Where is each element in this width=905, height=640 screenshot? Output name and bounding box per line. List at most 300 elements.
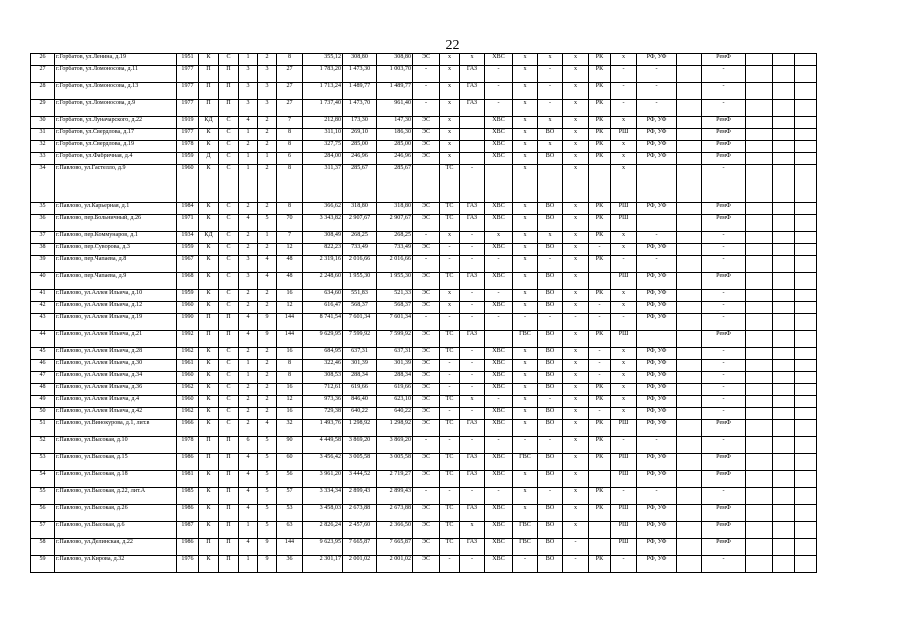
- cell-t: С: [219, 360, 239, 372]
- cell-empty: [773, 372, 795, 384]
- cell-m: К: [199, 360, 219, 372]
- cell-year: 1960: [177, 165, 199, 203]
- cell-k: 12: [277, 244, 303, 256]
- cell-n: 34: [31, 165, 55, 203]
- cell-empty: [795, 384, 817, 396]
- cell-k: 7: [277, 232, 303, 244]
- cell-u5: ГВС: [513, 331, 538, 348]
- cell-year: 1971: [177, 215, 199, 232]
- cell-a1: 822,23: [303, 244, 343, 256]
- cell-u11: [677, 437, 702, 454]
- cell-addr: г.Павлово, ул.Аллея Ильича, д.28: [55, 348, 177, 360]
- cell-u4: -: [485, 488, 513, 505]
- cell-empty: [773, 556, 795, 573]
- cell-k: 53: [277, 505, 303, 522]
- cell-k: 8: [277, 54, 303, 66]
- cell-n: 45: [31, 348, 55, 360]
- cell-u12: -: [702, 372, 746, 384]
- cell-k: 27: [277, 83, 303, 100]
- cell-f: 2: [239, 420, 258, 437]
- cell-a2: 7 665,87: [343, 539, 377, 556]
- cell-u8: РК: [589, 129, 611, 141]
- cell-m: К: [199, 165, 219, 203]
- cell-u12: -: [702, 100, 746, 117]
- page-number: 22: [445, 38, 460, 53]
- cell-f: 4: [239, 539, 258, 556]
- cell-a1: 366,62: [303, 203, 343, 215]
- cell-m: К: [199, 505, 219, 522]
- cell-u12: -: [702, 66, 746, 83]
- cell-a3: 3 005,58: [377, 454, 413, 471]
- cell-u7: х: [563, 331, 589, 348]
- cell-empty: [795, 203, 817, 215]
- cell-m: К: [199, 408, 219, 420]
- cell-f: 4: [239, 488, 258, 505]
- cell-m: Д: [199, 153, 219, 165]
- cell-u6: ВО: [538, 522, 563, 539]
- cell-u3: ГАЗ: [460, 273, 485, 290]
- cell-u1: ЭС: [413, 117, 440, 129]
- cell-u8: [589, 273, 611, 290]
- cell-f: 3: [239, 66, 258, 83]
- cell-u1: ЭС: [413, 420, 440, 437]
- cell-year: 1976: [177, 556, 199, 573]
- cell-u11: [677, 83, 702, 100]
- cell-u5: х: [513, 83, 538, 100]
- cell-empty: [773, 54, 795, 66]
- cell-u7: х: [563, 165, 589, 203]
- cell-u4: -: [485, 100, 513, 117]
- cell-empty: [795, 408, 817, 420]
- cell-u4: -: [485, 83, 513, 100]
- cell-k: 8: [277, 141, 303, 153]
- cell-f: 2: [239, 396, 258, 408]
- cell-a2: 285,67: [343, 165, 377, 203]
- cell-t: С: [219, 117, 239, 129]
- cell-u9: РШ: [611, 203, 637, 215]
- cell-k: 48: [277, 256, 303, 273]
- cell-u11: [677, 396, 702, 408]
- cell-u11: [677, 384, 702, 396]
- cell-t: С: [219, 396, 239, 408]
- cell-u3: -: [460, 348, 485, 360]
- cell-m: К: [199, 129, 219, 141]
- cell-u3: ГАЗ: [460, 66, 485, 83]
- cell-empty: [746, 302, 773, 314]
- cell-u12: -: [702, 244, 746, 256]
- cell-f: 2: [239, 408, 258, 420]
- cell-a2: 269,10: [343, 129, 377, 141]
- cell-m: К: [199, 372, 219, 384]
- cell-u1: ЭС: [413, 244, 440, 256]
- cell-a1: 2 319,16: [303, 256, 343, 273]
- cell-m: К: [199, 420, 219, 437]
- cell-empty: [795, 437, 817, 454]
- cell-u5: х: [513, 273, 538, 290]
- cell-u9: х: [611, 302, 637, 314]
- cell-u5: х: [513, 384, 538, 396]
- cell-a2: 173,30: [343, 117, 377, 129]
- cell-u4: ХВС: [485, 203, 513, 215]
- cell-u11: [677, 153, 702, 165]
- cell-u4: -: [485, 66, 513, 83]
- cell-u10: РФ, УФ: [637, 290, 677, 302]
- cell-u4: -: [485, 396, 513, 408]
- table-row: [31, 203, 817, 215]
- cell-u10: РФ, УФ: [637, 348, 677, 360]
- cell-u2: -: [440, 314, 460, 331]
- cell-u10: РФ, УФ: [637, 141, 677, 153]
- cell-f: 2: [239, 203, 258, 215]
- cell-u4: ХВС: [485, 141, 513, 153]
- cell-m: К: [199, 244, 219, 256]
- cell-u2: ТС: [440, 539, 460, 556]
- cell-n: 35: [31, 203, 55, 215]
- cell-empty: [746, 141, 773, 153]
- cell-a2: 288,34: [343, 372, 377, 384]
- cell-u2: х: [440, 232, 460, 244]
- cell-u5: х: [513, 129, 538, 141]
- cell-empty: [746, 454, 773, 471]
- cell-n: 52: [31, 437, 55, 454]
- cell-f: 4: [239, 117, 258, 129]
- cell-f: 2: [239, 232, 258, 244]
- cell-u5: х: [513, 141, 538, 153]
- cell-u10: РФ, УФ: [637, 153, 677, 165]
- cell-u1: ЭС: [413, 141, 440, 153]
- cell-u5: х: [513, 396, 538, 408]
- cell-u4: -: [485, 437, 513, 454]
- cell-u4: ХВС: [485, 348, 513, 360]
- cell-u2: х: [440, 66, 460, 83]
- cell-n: 38: [31, 244, 55, 256]
- cell-empty: [773, 539, 795, 556]
- cell-u2: ТС: [440, 165, 460, 203]
- cell-u7: х: [563, 244, 589, 256]
- cell-k: 60: [277, 454, 303, 471]
- cell-m: КД: [199, 232, 219, 244]
- cell-u4: ХВС: [485, 408, 513, 420]
- table-row: [31, 471, 817, 488]
- cell-empty: [773, 437, 795, 454]
- cell-u6: ВО: [538, 360, 563, 372]
- cell-u2: х: [440, 290, 460, 302]
- cell-u1: ЭС: [413, 372, 440, 384]
- cell-u8: РК: [589, 454, 611, 471]
- cell-n: 42: [31, 302, 55, 314]
- cell-a3: 568,37: [377, 302, 413, 314]
- cell-a3: 619,66: [377, 384, 413, 396]
- cell-u11: [677, 471, 702, 488]
- cell-u1: ЭС: [413, 522, 440, 539]
- cell-u12: -: [702, 256, 746, 273]
- cell-a2: 1 473,30: [343, 66, 377, 83]
- cell-u1: ЭС: [413, 290, 440, 302]
- cell-u12: РемФ: [702, 522, 746, 539]
- cell-empty: [773, 66, 795, 83]
- cell-u8: РК: [589, 396, 611, 408]
- cell-empty: [773, 505, 795, 522]
- cell-k: 144: [277, 539, 303, 556]
- table-row: [31, 384, 817, 396]
- cell-a3: 2 001,02: [377, 556, 413, 573]
- cell-u5: -: [513, 437, 538, 454]
- cell-u8: [589, 471, 611, 488]
- cell-t: С: [219, 348, 239, 360]
- cell-empty: [773, 203, 795, 215]
- cell-t: П: [219, 437, 239, 454]
- cell-a3: 186,30: [377, 129, 413, 141]
- cell-f: 1: [239, 372, 258, 384]
- table-row: [31, 273, 817, 290]
- cell-k: 27: [277, 66, 303, 83]
- cell-empty: [746, 372, 773, 384]
- cell-u6: ВО: [538, 290, 563, 302]
- cell-n: 33: [31, 153, 55, 165]
- cell-a3: 637,31: [377, 348, 413, 360]
- cell-u8: [589, 539, 611, 556]
- cell-u6: х: [538, 141, 563, 153]
- cell-empty: [795, 54, 817, 66]
- cell-u1: -: [413, 100, 440, 117]
- cell-u10: РФ, УФ: [637, 522, 677, 539]
- table-row: [31, 100, 817, 117]
- cell-u3: -: [460, 437, 485, 454]
- cell-year: 1990: [177, 314, 199, 331]
- cell-u2: х: [440, 153, 460, 165]
- cell-t: П: [219, 488, 239, 505]
- cell-empty: [795, 153, 817, 165]
- cell-u4: ХВС: [485, 117, 513, 129]
- cell-u9: РШ: [611, 215, 637, 232]
- cell-n: 46: [31, 360, 55, 372]
- cell-a1: 311,37: [303, 165, 343, 203]
- cell-a1: 2 826,24: [303, 522, 343, 539]
- table-row: [31, 408, 817, 420]
- cell-empty: [795, 129, 817, 141]
- cell-u4: ХВС: [485, 539, 513, 556]
- cell-a2: 3 005,58: [343, 454, 377, 471]
- cell-u7: х: [563, 488, 589, 505]
- table-row: [31, 372, 817, 384]
- cell-addr: г.Павлово, ул.Винокурова, д.1, лит.в: [55, 420, 177, 437]
- cell-empty: [746, 437, 773, 454]
- cell-e: 1: [258, 153, 277, 165]
- cell-empty: [773, 100, 795, 117]
- cell-u11: [677, 273, 702, 290]
- cell-u11: [677, 372, 702, 384]
- cell-u1: ЭС: [413, 153, 440, 165]
- cell-u7: х: [563, 360, 589, 372]
- cell-empty: [773, 408, 795, 420]
- cell-a2: 1 473,70: [343, 100, 377, 117]
- cell-f: 1: [239, 129, 258, 141]
- cell-u10: -: [637, 100, 677, 117]
- cell-f: 4: [239, 215, 258, 232]
- cell-a3: 285,00: [377, 141, 413, 153]
- cell-year: 1959: [177, 290, 199, 302]
- cell-empty: [746, 232, 773, 244]
- cell-u11: [677, 360, 702, 372]
- cell-year: 1960: [177, 372, 199, 384]
- cell-t: С: [219, 129, 239, 141]
- cell-u1: ЭС: [413, 273, 440, 290]
- cell-e: 3: [258, 83, 277, 100]
- cell-n: 28: [31, 83, 55, 100]
- cell-u7: х: [563, 454, 589, 471]
- cell-m: К: [199, 141, 219, 153]
- cell-u2: -: [440, 244, 460, 256]
- cell-u6: ВО: [538, 244, 563, 256]
- cell-u3: -: [460, 488, 485, 505]
- cell-a2: 1 298,92: [343, 420, 377, 437]
- cell-u10: -: [637, 232, 677, 244]
- cell-u3: -: [460, 408, 485, 420]
- cell-u3: [460, 141, 485, 153]
- cell-u9: -: [611, 437, 637, 454]
- cell-t: С: [219, 302, 239, 314]
- cell-empty: [795, 232, 817, 244]
- cell-u5: х: [513, 360, 538, 372]
- cell-k: 57: [277, 488, 303, 505]
- cell-a1: 8 741,54: [303, 314, 343, 331]
- cell-u4: ХВС: [485, 471, 513, 488]
- cell-year: 1959: [177, 153, 199, 165]
- cell-m: К: [199, 556, 219, 573]
- table-row: [31, 314, 817, 331]
- cell-a2: 285,00: [343, 141, 377, 153]
- cell-empty: [773, 117, 795, 129]
- cell-year: 1962: [177, 384, 199, 396]
- cell-empty: [795, 165, 817, 203]
- cell-u5: х: [513, 54, 538, 66]
- cell-u5: х: [513, 488, 538, 505]
- cell-u8: -: [589, 244, 611, 256]
- table-row: [31, 117, 817, 129]
- cell-u1: ЭС: [413, 302, 440, 314]
- cell-u5: х: [513, 153, 538, 165]
- cell-u1: ЭС: [413, 408, 440, 420]
- cell-k: 16: [277, 408, 303, 420]
- cell-a1: 3 961,20: [303, 471, 343, 488]
- cell-u1: -: [413, 232, 440, 244]
- cell-a3: 1 298,92: [377, 420, 413, 437]
- cell-a1: 308,49: [303, 232, 343, 244]
- cell-u4: [485, 331, 513, 348]
- cell-u6: -: [538, 100, 563, 117]
- cell-u2: ТС: [440, 331, 460, 348]
- cell-a1: 3 334,34: [303, 488, 343, 505]
- cell-empty: [795, 348, 817, 360]
- cell-empty: [795, 471, 817, 488]
- cell-addr: г.Горбатов, ул.Ломоносова, д.13: [55, 83, 177, 100]
- cell-u8: РК: [589, 256, 611, 273]
- cell-a2: 640,22: [343, 408, 377, 420]
- cell-u6: х: [538, 117, 563, 129]
- cell-addr: г.Павлово, ул.Аллея Ильича, д.12: [55, 302, 177, 314]
- cell-addr: г.Павлово, ул.Высокая, д.6: [55, 522, 177, 539]
- cell-u9: -: [611, 66, 637, 83]
- cell-u9: -: [611, 556, 637, 573]
- cell-u6: ВО: [538, 215, 563, 232]
- cell-e: 2: [258, 117, 277, 129]
- cell-empty: [773, 232, 795, 244]
- cell-u5: ГВС: [513, 539, 538, 556]
- cell-a2: 7 601,34: [343, 314, 377, 331]
- cell-a3: 246,96: [377, 153, 413, 165]
- cell-e: 5: [258, 488, 277, 505]
- cell-u12: -: [702, 302, 746, 314]
- cell-u11: [677, 488, 702, 505]
- cell-u5: х: [513, 215, 538, 232]
- cell-u4: -: [485, 256, 513, 273]
- cell-u4: -: [485, 314, 513, 331]
- cell-u6: ВО: [538, 420, 563, 437]
- cell-u9: х: [611, 384, 637, 396]
- cell-u3: ГАЗ: [460, 203, 485, 215]
- cell-u2: ТС: [440, 522, 460, 539]
- cell-u3: ГАЗ: [460, 215, 485, 232]
- cell-u10: РФ, УФ: [637, 539, 677, 556]
- cell-year: 1968: [177, 273, 199, 290]
- cell-u6: -: [538, 488, 563, 505]
- cell-addr: г.Павлово, ул.Высокая, д.15: [55, 454, 177, 471]
- cell-addr: г.Павлово, ул.Аллея Ильича, д.21: [55, 331, 177, 348]
- cell-e: 2: [258, 408, 277, 420]
- cell-empty: [795, 141, 817, 153]
- cell-u9: -: [611, 100, 637, 117]
- cell-u10: РФ, УФ: [637, 203, 677, 215]
- cell-u7: х: [563, 384, 589, 396]
- cell-year: 1987: [177, 522, 199, 539]
- cell-t: С: [219, 290, 239, 302]
- cell-u10: РФ, УФ: [637, 505, 677, 522]
- cell-e: 2: [258, 165, 277, 203]
- cell-u6: ВО: [538, 273, 563, 290]
- cell-u10: РФ, УФ: [637, 54, 677, 66]
- cell-a3: 285,67: [377, 165, 413, 203]
- cell-t: С: [219, 165, 239, 203]
- cell-empty: [795, 83, 817, 100]
- cell-a3: 7 601,34: [377, 314, 413, 331]
- cell-u2: ТС: [440, 203, 460, 215]
- cell-empty: [773, 302, 795, 314]
- table-row: [31, 290, 817, 302]
- cell-u3: ГАЗ: [460, 100, 485, 117]
- cell-addr: г.Павлово, ул.Аллея Ильича, д.19: [55, 314, 177, 331]
- cell-e: 4: [258, 256, 277, 273]
- cell-u5: х: [513, 100, 538, 117]
- cell-a2: 308,80: [343, 54, 377, 66]
- cell-empty: [746, 556, 773, 573]
- cell-year: 1977: [177, 129, 199, 141]
- cell-f: 4: [239, 505, 258, 522]
- table-row: [31, 522, 817, 539]
- cell-u2: -: [440, 360, 460, 372]
- cell-u6: ВО: [538, 384, 563, 396]
- cell-u9: х: [611, 54, 637, 66]
- cell-m: П: [199, 66, 219, 83]
- cell-k: 27: [277, 100, 303, 117]
- cell-u8: РК: [589, 505, 611, 522]
- cell-empty: [795, 331, 817, 348]
- cell-empty: [773, 396, 795, 408]
- cell-u1: [413, 165, 440, 203]
- cell-u11: [677, 505, 702, 522]
- cell-u7: х: [563, 153, 589, 165]
- cell-n: 51: [31, 420, 55, 437]
- cell-u2: х: [440, 83, 460, 100]
